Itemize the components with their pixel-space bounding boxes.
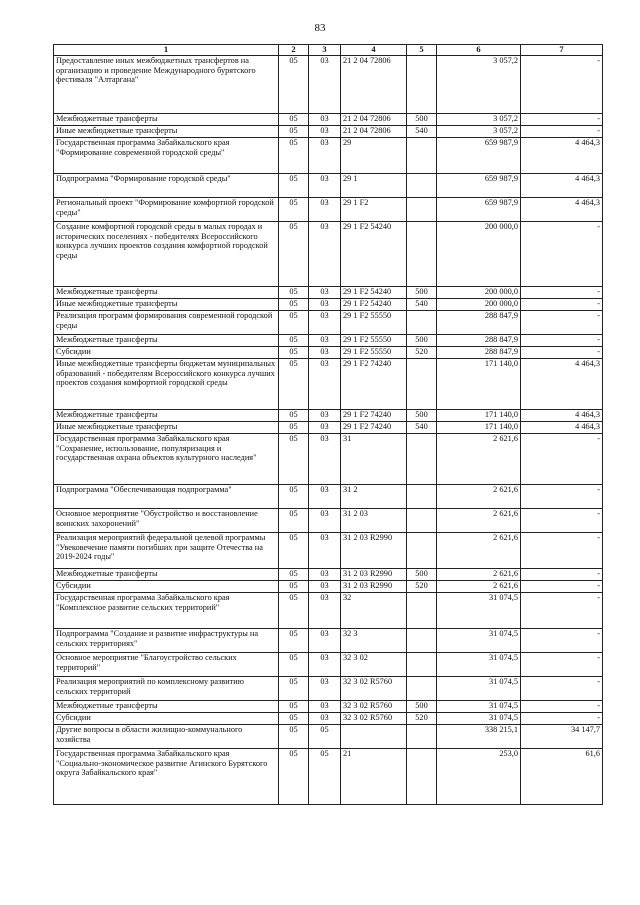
row-amount-total-cell: 3 057,2 — [437, 55, 521, 113]
row-amount-federal-cell: - — [521, 433, 603, 484]
header-col-2: 2 — [279, 45, 309, 56]
row-subsection-cell: 03 — [309, 421, 341, 433]
row-target-article-cell: 21 2 04 72806 — [341, 113, 407, 125]
row-amount-federal-cell: - — [521, 700, 603, 712]
row-target-article-cell: 31 2 03 — [341, 508, 407, 532]
row-amount-federal-cell: - — [521, 125, 603, 137]
row-name-cell: Межбюджетные трансферты — [54, 409, 279, 421]
row-amount-federal-cell: 34 147,7 — [521, 724, 603, 748]
row-section-cell: 05 — [279, 125, 309, 137]
row-subsection-cell: 03 — [309, 628, 341, 652]
row-section-cell: 05 — [279, 712, 309, 724]
table-row — [54, 748, 603, 804]
row-subsection-cell: 03 — [309, 532, 341, 568]
table-row — [54, 358, 603, 409]
row-subsection-cell: 03 — [309, 310, 341, 334]
row-amount-federal-cell: - — [521, 532, 603, 568]
row-target-article-cell: 29 1 F2 55550 — [341, 334, 407, 346]
row-name-cell: Создание комфортной городской среды в малых городах и исторических поселениях - победителях Всероссийского конкурса лучших проектов создания комфортной городской среды — [54, 221, 279, 286]
row-target-article-cell: 29 1 F2 74240 — [341, 409, 407, 421]
table-row — [54, 724, 603, 748]
row-name-cell: Межбюджетные трансферты — [54, 113, 279, 125]
row-section-cell: 05 — [279, 580, 309, 592]
row-name-cell: Другие вопросы в области жилищно-коммунального хозяйства — [54, 724, 279, 748]
row-amount-total-cell: 3 057,2 — [437, 113, 521, 125]
table-row — [54, 197, 603, 221]
row-section-cell: 05 — [279, 421, 309, 433]
row-subsection-cell: 03 — [309, 700, 341, 712]
row-amount-total-cell: 200 000,0 — [437, 298, 521, 310]
row-amount-federal-cell: 4 464,3 — [521, 421, 603, 433]
row-section-cell: 05 — [279, 346, 309, 358]
row-name-cell: Предоставление иных межбюджетных трансфертов на организацию и проведение Международного бурятского фестиваля "Алтаргана" — [54, 55, 279, 113]
row-amount-federal-cell: 4 464,3 — [521, 173, 603, 197]
row-name-cell: Межбюджетные трансферты — [54, 286, 279, 298]
row-expense-type-cell: 540 — [407, 125, 437, 137]
row-amount-federal-cell: 4 464,3 — [521, 137, 603, 173]
row-expense-type-cell — [407, 652, 437, 676]
row-subsection-cell: 03 — [309, 221, 341, 286]
row-name-cell: Подпрограмма "Обеспечивающая подпрограмма" — [54, 484, 279, 508]
table-row — [54, 508, 603, 532]
row-section-cell: 05 — [279, 700, 309, 712]
row-amount-federal-cell: - — [521, 676, 603, 700]
row-amount-total-cell: 288 847,9 — [437, 310, 521, 334]
table-row — [54, 700, 603, 712]
table-header-row — [54, 45, 603, 56]
row-subsection-cell: 03 — [309, 286, 341, 298]
header-col-5: 5 — [407, 45, 437, 56]
row-section-cell: 05 — [279, 298, 309, 310]
row-name-cell: Межбюджетные трансферты — [54, 700, 279, 712]
row-amount-total-cell: 659 987,9 — [437, 173, 521, 197]
row-section-cell: 05 — [279, 358, 309, 409]
row-amount-total-cell: 2 621,6 — [437, 580, 521, 592]
row-name-cell: Иные межбюджетные трансферты — [54, 125, 279, 137]
row-target-article-cell: 21 2 04 72806 — [341, 125, 407, 137]
row-target-article-cell: 21 2 04 72806 — [341, 55, 407, 113]
row-amount-federal-cell: - — [521, 55, 603, 113]
row-amount-federal-cell: - — [521, 580, 603, 592]
row-expense-type-cell: 500 — [407, 409, 437, 421]
row-subsection-cell: 03 — [309, 508, 341, 532]
row-subsection-cell: 05 — [309, 748, 341, 804]
row-target-article-cell: 29 1 F2 74240 — [341, 421, 407, 433]
row-amount-federal-cell: 4 464,3 — [521, 409, 603, 421]
table-row — [54, 568, 603, 580]
row-amount-total-cell: 288 847,9 — [437, 346, 521, 358]
budget-table — [53, 44, 603, 805]
row-target-article-cell: 29 1 F2 74240 — [341, 358, 407, 409]
row-section-cell: 05 — [279, 676, 309, 700]
row-target-article-cell: 32 3 02 R5760 — [341, 676, 407, 700]
row-name-cell: Основное мероприятие "Обустройство и восстановление воинских захоронений" — [54, 508, 279, 532]
row-section-cell: 05 — [279, 628, 309, 652]
row-amount-total-cell: 31 074,5 — [437, 700, 521, 712]
row-target-article-cell: 31 2 03 R2990 — [341, 532, 407, 568]
row-name-cell: Реализация мероприятий федеральной целевой программы "Увековечение памяти погибших при защите Отечества на 2019-2024 годы" — [54, 532, 279, 568]
table-body — [54, 55, 603, 804]
table-row — [54, 676, 603, 700]
row-target-article-cell: 31 2 03 R2990 — [341, 580, 407, 592]
row-amount-total-cell: 2 621,6 — [437, 433, 521, 484]
row-subsection-cell: 03 — [309, 125, 341, 137]
table-row — [54, 421, 603, 433]
row-name-cell: Межбюджетные трансферты — [54, 568, 279, 580]
table-row — [54, 712, 603, 724]
table-row — [54, 137, 603, 173]
row-amount-federal-cell: - — [521, 113, 603, 125]
row-name-cell: Региональный проект "Формирование комфортной городской среды" — [54, 197, 279, 221]
row-expense-type-cell: 540 — [407, 421, 437, 433]
table-row — [54, 221, 603, 286]
row-target-article-cell: 29 1 F2 54240 — [341, 286, 407, 298]
row-target-article-cell: 32 3 02 R5760 — [341, 700, 407, 712]
row-section-cell: 05 — [279, 55, 309, 113]
row-amount-federal-cell: - — [521, 221, 603, 286]
row-name-cell: Реализация программ формирования современной городской среды — [54, 310, 279, 334]
row-section-cell: 05 — [279, 748, 309, 804]
row-expense-type-cell — [407, 137, 437, 173]
table-row — [54, 484, 603, 508]
row-target-article-cell: 31 2 03 R2990 — [341, 568, 407, 580]
row-amount-total-cell: 171 140,0 — [437, 421, 521, 433]
row-name-cell: Государственная программа Забайкальского края "Формирование современной городской среды" — [54, 137, 279, 173]
row-expense-type-cell: 500 — [407, 113, 437, 125]
table-row — [54, 286, 603, 298]
header-col-1: 1 — [54, 45, 279, 56]
row-amount-federal-cell: 61,6 — [521, 748, 603, 804]
row-amount-total-cell: 2 621,6 — [437, 508, 521, 532]
row-subsection-cell: 03 — [309, 334, 341, 346]
row-amount-total-cell: 288 847,9 — [437, 334, 521, 346]
row-subsection-cell: 03 — [309, 676, 341, 700]
row-subsection-cell: 03 — [309, 568, 341, 580]
table-row — [54, 628, 603, 652]
row-section-cell: 05 — [279, 310, 309, 334]
row-target-article-cell — [341, 724, 407, 748]
row-amount-federal-cell: - — [521, 568, 603, 580]
row-subsection-cell: 03 — [309, 197, 341, 221]
row-subsection-cell: 03 — [309, 113, 341, 125]
row-expense-type-cell — [407, 358, 437, 409]
row-name-cell: Государственная программа Забайкальского края "Комплексное развитие сельских территорий" — [54, 592, 279, 628]
row-name-cell: Подпрограмма "Создание и развитие инфраструктуры на сельских территориях" — [54, 628, 279, 652]
row-section-cell: 05 — [279, 568, 309, 580]
row-expense-type-cell — [407, 676, 437, 700]
header-col-3: 3 — [309, 45, 341, 56]
row-amount-total-cell: 200 000,0 — [437, 221, 521, 286]
row-expense-type-cell — [407, 484, 437, 508]
row-expense-type-cell — [407, 508, 437, 532]
row-section-cell: 05 — [279, 197, 309, 221]
row-name-cell: Реализация мероприятий по комплексному развитию сельских территорий — [54, 676, 279, 700]
row-expense-type-cell — [407, 748, 437, 804]
row-expense-type-cell: 520 — [407, 580, 437, 592]
row-amount-total-cell: 338 215,1 — [437, 724, 521, 748]
header-col-6: 6 — [437, 45, 521, 56]
row-amount-total-cell: 31 074,5 — [437, 628, 521, 652]
row-expense-type-cell — [407, 55, 437, 113]
row-amount-federal-cell: - — [521, 508, 603, 532]
table-row — [54, 433, 603, 484]
row-target-article-cell: 29 1 F2 54240 — [341, 221, 407, 286]
row-section-cell: 05 — [279, 409, 309, 421]
row-target-article-cell: 31 2 — [341, 484, 407, 508]
row-expense-type-cell: 500 — [407, 286, 437, 298]
row-amount-federal-cell: - — [521, 334, 603, 346]
row-target-article-cell: 29 1 — [341, 173, 407, 197]
row-amount-total-cell: 31 074,5 — [437, 712, 521, 724]
row-section-cell: 05 — [279, 652, 309, 676]
row-expense-type-cell: 520 — [407, 346, 437, 358]
table-row — [54, 173, 603, 197]
row-name-cell: Субсидии — [54, 712, 279, 724]
row-subsection-cell: 03 — [309, 580, 341, 592]
row-amount-federal-cell: - — [521, 628, 603, 652]
row-amount-total-cell: 2 621,6 — [437, 484, 521, 508]
table-row — [54, 409, 603, 421]
row-section-cell: 05 — [279, 137, 309, 173]
row-target-article-cell: 29 1 F2 55550 — [341, 310, 407, 334]
table-row — [54, 346, 603, 358]
row-expense-type-cell: 540 — [407, 298, 437, 310]
row-amount-total-cell: 659 987,9 — [437, 197, 521, 221]
row-expense-type-cell — [407, 532, 437, 568]
row-expense-type-cell — [407, 628, 437, 652]
row-amount-federal-cell: - — [521, 298, 603, 310]
row-section-cell: 05 — [279, 532, 309, 568]
row-name-cell: Иные межбюджетные трансферты — [54, 421, 279, 433]
row-section-cell: 05 — [279, 724, 309, 748]
row-expense-type-cell: 500 — [407, 700, 437, 712]
row-subsection-cell: 03 — [309, 137, 341, 173]
row-name-cell: Государственная программа Забайкальского края "Сохранение, использование, популяризация и государственная охрана объектов культурного наследия" — [54, 433, 279, 484]
row-name-cell: Основное мероприятие "Благоустройство сельских территорий" — [54, 652, 279, 676]
row-expense-type-cell — [407, 197, 437, 221]
table-row — [54, 592, 603, 628]
row-target-article-cell: 31 — [341, 433, 407, 484]
row-name-cell: Подпрограмма "Формирование городской среды" — [54, 173, 279, 197]
row-amount-total-cell: 2 621,6 — [437, 568, 521, 580]
row-section-cell: 05 — [279, 508, 309, 532]
row-section-cell: 05 — [279, 433, 309, 484]
row-amount-federal-cell: - — [521, 652, 603, 676]
row-subsection-cell: 03 — [309, 298, 341, 310]
row-target-article-cell: 29 1 F2 55550 — [341, 346, 407, 358]
row-subsection-cell: 03 — [309, 433, 341, 484]
row-name-cell: Иные межбюджетные трансферты — [54, 298, 279, 310]
row-amount-total-cell: 2 621,6 — [437, 532, 521, 568]
row-section-cell: 05 — [279, 221, 309, 286]
row-amount-total-cell: 171 140,0 — [437, 409, 521, 421]
row-target-article-cell: 29 1 F2 — [341, 197, 407, 221]
row-amount-federal-cell: 4 464,3 — [521, 358, 603, 409]
row-expense-type-cell: 500 — [407, 568, 437, 580]
row-expense-type-cell: 500 — [407, 334, 437, 346]
row-amount-federal-cell: - — [521, 286, 603, 298]
row-target-article-cell: 32 3 — [341, 628, 407, 652]
row-subsection-cell: 03 — [309, 55, 341, 113]
table-row — [54, 652, 603, 676]
row-subsection-cell: 03 — [309, 409, 341, 421]
row-target-article-cell: 29 1 F2 54240 — [341, 298, 407, 310]
table-row — [54, 580, 603, 592]
table-row — [54, 334, 603, 346]
row-amount-total-cell: 253,0 — [437, 748, 521, 804]
row-subsection-cell: 03 — [309, 712, 341, 724]
row-name-cell: Межбюджетные трансферты — [54, 334, 279, 346]
row-amount-total-cell: 31 074,5 — [437, 676, 521, 700]
table-row — [54, 55, 603, 113]
row-expense-type-cell — [407, 724, 437, 748]
row-target-article-cell: 32 3 02 — [341, 652, 407, 676]
table-row — [54, 113, 603, 125]
row-amount-total-cell: 31 074,5 — [437, 652, 521, 676]
row-amount-total-cell: 200 000,0 — [437, 286, 521, 298]
row-subsection-cell: 03 — [309, 173, 341, 197]
row-section-cell: 05 — [279, 113, 309, 125]
page-number: 83 — [314, 22, 326, 34]
row-name-cell: Иные межбюджетные трансферты бюджетам муниципальных образований - победителям Всероссийского конкурса лучших проектов создания комфортной городской среды — [54, 358, 279, 409]
row-expense-type-cell — [407, 433, 437, 484]
header-col-7: 7 — [521, 45, 603, 56]
row-target-article-cell: 32 — [341, 592, 407, 628]
row-section-cell: 05 — [279, 484, 309, 508]
row-subsection-cell: 03 — [309, 592, 341, 628]
row-subsection-cell: 03 — [309, 346, 341, 358]
row-amount-federal-cell: - — [521, 310, 603, 334]
row-section-cell: 05 — [279, 334, 309, 346]
row-section-cell: 05 — [279, 173, 309, 197]
row-name-cell: Субсидии — [54, 580, 279, 592]
table-row — [54, 125, 603, 137]
row-target-article-cell: 29 — [341, 137, 407, 173]
row-amount-federal-cell: - — [521, 484, 603, 508]
row-amount-total-cell: 171 140,0 — [437, 358, 521, 409]
table-row — [54, 298, 603, 310]
row-amount-total-cell: 31 074,5 — [437, 592, 521, 628]
row-name-cell: Государственная программа Забайкальского края "Социально-экономическое развитие Агинского Бурятского округа Забайкальского края" — [54, 748, 279, 804]
row-amount-total-cell: 659 987,9 — [437, 137, 521, 173]
table-row — [54, 532, 603, 568]
row-expense-type-cell: 520 — [407, 712, 437, 724]
row-expense-type-cell — [407, 221, 437, 286]
header-col-4: 4 — [341, 45, 407, 56]
row-expense-type-cell — [407, 173, 437, 197]
row-amount-federal-cell: - — [521, 712, 603, 724]
row-expense-type-cell — [407, 592, 437, 628]
row-target-article-cell: 32 3 02 R5760 — [341, 712, 407, 724]
row-section-cell: 05 — [279, 286, 309, 298]
row-subsection-cell: 03 — [309, 652, 341, 676]
row-subsection-cell: 03 — [309, 484, 341, 508]
row-subsection-cell: 03 — [309, 358, 341, 409]
row-amount-total-cell: 3 057,2 — [437, 125, 521, 137]
row-target-article-cell: 21 — [341, 748, 407, 804]
row-expense-type-cell — [407, 310, 437, 334]
table-row — [54, 310, 603, 334]
row-amount-federal-cell: 4 464,3 — [521, 197, 603, 221]
row-subsection-cell: 05 — [309, 724, 341, 748]
row-amount-federal-cell: - — [521, 346, 603, 358]
row-amount-federal-cell: - — [521, 592, 603, 628]
row-name-cell: Субсидии — [54, 346, 279, 358]
row-section-cell: 05 — [279, 592, 309, 628]
